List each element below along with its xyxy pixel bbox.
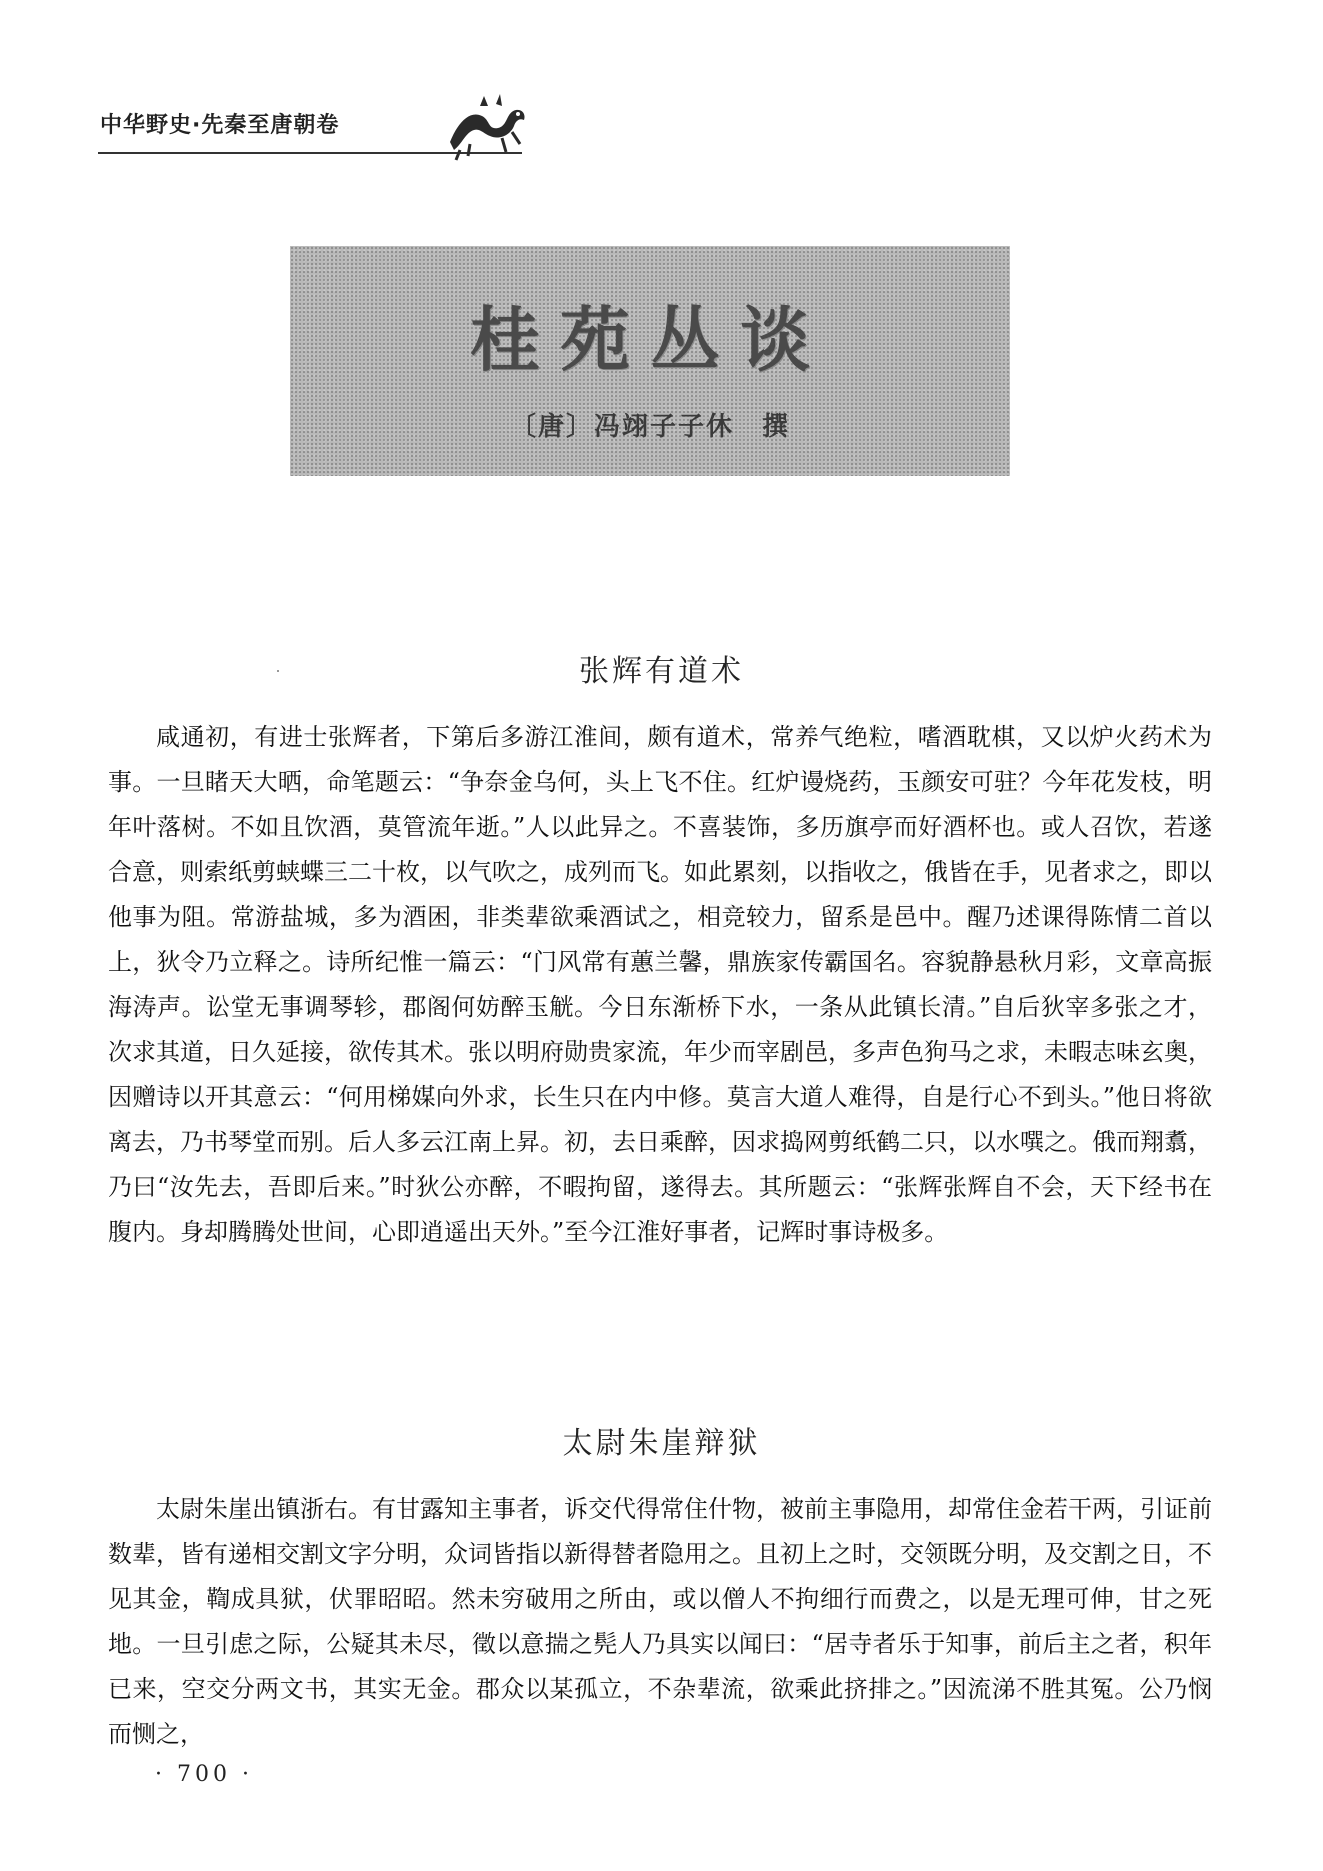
book-author: 〔唐〕冯翊子子休 撰	[509, 412, 790, 442]
title-block	[290, 246, 1010, 476]
dragon-ornament-icon	[440, 92, 530, 162]
page-number: · 700 ·	[155, 1762, 253, 1787]
section-heading: 张辉有道术	[579, 654, 744, 689]
section-heading: 太尉朱崖辩狱	[562, 1426, 761, 1461]
book-title: 桂苑丛谈	[470, 298, 830, 381]
section-paragraph: 咸通初，有进士张辉者，下第后多游江淮间，颇有道术，常养气绝粒，嗜酒耽棋，又以炉火药术为事。一旦睹天大晒，命笔题云：“争奈金乌何，头上飞不住。红炉谩烧药，玉颜安可驻？今年花发枝，明年叶落树。不如且饮酒，莫管流年逝。”人以此异之。不喜装饰，多历旗亭而好酒杯也。或人召饮，若遂合意，则索纸剪蛱蝶三二十枚，以气吹之，成列而飞。如此累刻，以指收之，俄皆在手，见者求之，即以他事为阻。常游盐城，多为酒困，非类辈欲乘酒试之，相竞较力，留系是邑中。醒乃述课得陈情二首以上，狄令乃立释之。诗所纪惟一篇云：“门风常有蕙兰馨，鼎族家传霸国名。容貌静悬秋月彩，文章高振海涛声。讼堂无事调琴轸，郡阁何妨醉玉觥。今日东渐桥下水，一条从此镇长清。”自后狄宰多张之才，次求其道，日久延接，欲传其术。张以明府勋贵家流，年少而宰剧邑，多声色狗马之求，未暇志味玄奥，因赠诗以开其意云：“何用梯媒向外求，长生只在内中修。莫言大道人难得，自是行心不到头。”他日将欲离去，乃书琴堂而别。后人多云江南上昇。初，去日乘醉，因求捣网剪纸鹤二只，以水噀之。俄而翔翥，乃曰“汝先去，吾即后来。”时狄公亦醉，不暇拘留，遂得去。其所题云：“张辉张辉自不会，天下经书在腹内。身却腾腾处世间，心即逍遥出天外。”至今江淮好事者，记辉时事诗极多。	[108, 723, 1212, 1246]
section-paragraph: 太尉朱崖出镇浙右。有甘露知主事者，诉交代得常住什物，被前主事隐用，却常住金若干两，引证前数辈，皆有递相交割文字分明，众词皆指以新得替者隐用之。且初上之时，交领既分明，及交割之日，不见其金，鞫成具狱，伏罪昭昭。然未穷破用之所由，或以僧人不拘细行而费之，以是无理可伸，甘之死地。一旦引虑之际，公疑其未尽，徵以意揣之髡人乃具实以闻曰：“居寺者乐于知事，前后主之者，积年已来，空交分两文书，其实无金。郡众以某孤立，不杂辈流，欲乘此挤排之。”因流涕不胜其冤。公乃悯而恻之，	[108, 1495, 1212, 1748]
running-header-title: 中华野史·先秦至唐朝卷	[100, 113, 340, 138]
